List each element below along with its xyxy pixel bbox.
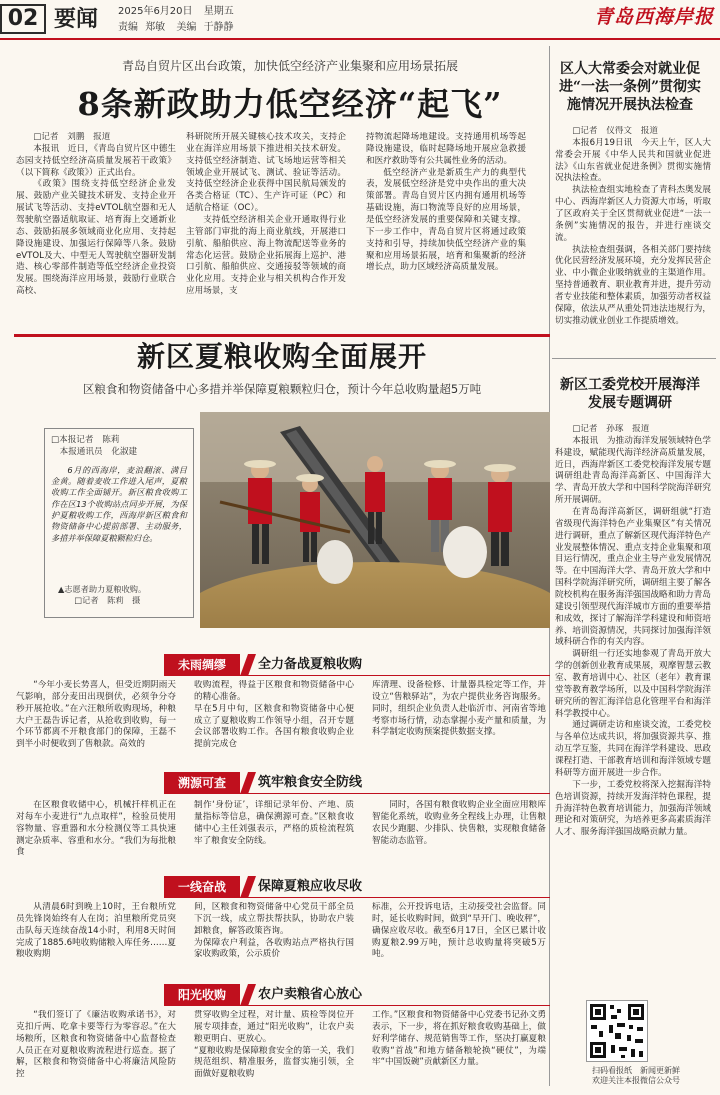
right-story1-byline: □记者 仪得文 报道 xyxy=(572,126,658,136)
section-3-col-3: 标准，公开投诉电话，主动接受社会监督。同时，延长收购时间，做到“早开门、晚收秤”，确保应收尽收。截至6月17日，全区已累计收购夏粮2.99万吨，预计总收购量将突破5万吨。 xyxy=(372,902,546,960)
lead-paragraph: 支持低空经济相关企业开通取得行业主管部门审批的海上商业航线，开展港口引航、船舶供应、海上物流配送等业务的常态化运营。鼓励企业拓展海上巡护、港口引航、船舶供应、交通接驳等领域的商业化应用。支持企业与相关机构合作开发应用场景，支 xyxy=(186,215,346,297)
section-2-slash xyxy=(240,772,256,794)
section-3-header xyxy=(164,876,550,898)
section-3-label: 一线奋战 xyxy=(164,876,240,898)
page-header xyxy=(0,0,720,40)
section-4-slash xyxy=(240,984,256,1006)
right-story2-paragraph: 下一步，工委党校将深入挖掘海洋特色培训资源，持续开发海洋特色课程，提升海洋特色教育培训能力，加强海洋领域理论和对策研究，为培养更多高素质海洋人才、服务海洋强国战略贡献力量。 xyxy=(555,779,711,838)
main-story-header xyxy=(14,334,550,378)
designer-name: 于静静 xyxy=(203,22,234,33)
section-4-col-2: 贯穿收购全过程，对计量、质检等岗位开展专项排查，通过“阳光收购”，让农户卖粮更明白、更放心。 “夏粮收购是保障粮食安全的第一关，我们规范组织、精准服务，监督实施引领，全面做好夏粮收购 xyxy=(194,1010,354,1080)
section-2-col-1: 在区粮食收储中心，机械扦样机正在对每车小麦进行“九点取样”，检验员使用容物量、容重器和水分检测仪等工具快速测定杂质率、容重和水分。“我们为每批粮食 xyxy=(16,800,176,858)
right-story2-body xyxy=(555,424,711,990)
photo-credit: □记者 陈莉 摄 xyxy=(74,595,141,606)
section-2-title: 筑牢粮食安全防线 xyxy=(258,775,363,790)
section-1-col-1: “今年小麦长势喜人，但受近期阴雨天气影响，部分麦田出现倒伏，必须争分夺秒开展抢收。”在六汪粮所收购现场，种粮大户王磊告诉记者，从抢收到收购，每一个环节都离不开粮食部门的保障，王磊不到半小时便收到了售粮款。高效的 xyxy=(16,680,176,750)
qr-code-icon[interactable] xyxy=(586,1000,648,1062)
lead-paragraph: 《政策》围绕支持低空经济企业发展、鼓励产业关键技术研发、支持企业开展试飞等活动、支持eVTOL航空器和无人驾驶航空器适航取证、培育海上交通新业态、鼓励拓展多领域商业化应用、支持起降设施建设、加强运行保障等八条。鼓励eVTOL及大、中型无人驾驶航空器研发制造、核心零部件制造等低空经济企业投资发展。围绕海洋应用场景，鼓励行业联合高校、 xyxy=(16,179,176,297)
section-4-rule xyxy=(164,1005,550,1006)
right-story2-paragraph: 本报讯 为推动海洋发展领域特色学科建设，赋能现代海洋经济高质量发展，近日，西海岸新区工委党校海洋发展专题调研组赴青岛海洋高新区、中国海洋大学、青岛开放大学和中国科学院海洋研究所开展调研。 xyxy=(555,435,711,506)
lead-subtitle: 青岛自贸片区出台政策，加快低空经济产业集聚和应用场景拓展 xyxy=(121,59,458,73)
right-story1-paragraph: 本报6月19日讯 今天上午，区人大常委会开展《中华人民共和国就业促进法》《山东省就业促进条例》贯彻实施情况执法检查。 xyxy=(555,137,711,184)
editor-name: 郑敏 xyxy=(145,22,166,33)
section-2-col-3: 同时，各国有粮食收购企业全面应用粮库智能化系统，收购业务全程线上办理，让售粮农民少跑腿、少排队、快售粮，实现粮食储备智能动态监管。 xyxy=(372,800,546,846)
lead-paragraph: 持物流起降场地建设。支持通用机场等起降设施建设，临时起降场地开展应急救援和医疗救助等有公共属性业务的活动。 xyxy=(366,132,526,166)
lead-paragraph: 科研院所开展关键核心技术攻关，支持企业在海洋应用场景下推进相关技术研发。支持低空经济制造、试飞场地运营等相关领域企业开展试飞、测试、验证等活动。支持低空经济企业获得中国民航局颁发的各类合格证（TC）、生产许可证（PC）和适航合格证（OC）。 xyxy=(186,132,346,214)
right-story2-paragraph: 调研组一行还实地参观了青岛开放大学的创新创业教育成果展，观摩智慧云教室、教育培训中心、社区（老年）教育课堂等教育教学场所，以及中国科学院海洋研究所的智汇海洋信息化管理平台和海洋科学教授中心。 xyxy=(555,649,711,719)
section-2-label: 溯源可查 xyxy=(164,772,240,794)
section-4-col-3: 工作。”区粮食和物资储备中心党委书记孙文勇表示，下一步，将在抓好粮食收购基础上，做好利学储存、规范销售等工作，坚决打赢夏粮收购“首战”和地方储备粮轮换“硬仗”，为端牢“中国饭碗”贡献新区力量。 xyxy=(372,1010,546,1068)
section-1-col-3: 库清理、设备检修、计量器具检定等工作，并设立“售粮驿站”，为农户提供业务咨询服务。同时，组织企业负责人赴临沂市、河南省等地考察市场行情，动态掌握小麦产量和质量，为科学制定收购预案提供数据支撑。 xyxy=(372,680,546,738)
right-story2-title: 新区工委党校开展海洋发展专题调研 xyxy=(560,377,700,412)
date: 2025年6月20日 xyxy=(118,6,193,17)
weekday: 星期五 xyxy=(203,6,234,17)
right-story1-paragraph: 执法检查组强调，各相关部门要持续优化民营经济发展环境，充分发挥民营企业、中小微企业吸纳就业的主渠道作用。坚持普通教育、职业教育并进，提升劳动者专业技能和整体素质，加强劳动者权益保障，依法从严从重处罚违法违规行为，切实推动就业创业工作提质增效。 xyxy=(555,244,711,326)
lead-column-2 xyxy=(186,132,346,322)
page-number: 02 xyxy=(0,4,46,34)
designer-label: 美编 xyxy=(176,22,197,33)
section-name: 要闻 xyxy=(54,6,99,32)
section-1-title: 全力备战夏粮收购 xyxy=(258,657,363,672)
lead-title: 8条新政助力低空经济“起飞” xyxy=(77,85,503,123)
section-3-slash xyxy=(240,876,256,898)
section-4-title: 农户卖粮省心放心 xyxy=(258,987,363,1002)
section-1-slash xyxy=(240,654,256,676)
lead-paragraph: 本报讯 近日，《青岛自贸片区中德生态园支持低空经济高质量发展若干政策》（以下简称《政策》）正式出台。 xyxy=(16,143,176,178)
qr-caption: 扫码看报纸 新闻更新鲜 欢迎关注本报微信公众号 xyxy=(592,1066,680,1086)
section-1-label: 未雨绸缪 xyxy=(164,654,240,676)
section-3-rule xyxy=(164,897,550,898)
right-story1-title: 区人大常委会对就业促进“一法一条例”贯彻实施情况开展执法检查 xyxy=(558,61,702,114)
right-story1-body xyxy=(555,126,711,354)
section-2-header xyxy=(164,772,550,794)
section-4-label: 阳光收购 xyxy=(164,984,240,1006)
section-2-col-2: 制作‘身份证’，详细记录年份、产地、质量指标等信息，确保溯源可查。”区粮食收储中心主任刘强表示，严格的质检流程筑牢了粮食安全防线。 xyxy=(194,800,354,846)
masthead-logo: 青岛西海岸报 xyxy=(593,6,714,28)
section-3-col-2: 间，区粮食和物资储备中心党员干部全员下沉一线，成立帮扶帮扶队，协助农户装卸粮食，解答政策咨询。 为保障农户利益，各收购站点严格执行国家收购政策，公示质价 xyxy=(194,902,354,960)
section-2-rule xyxy=(164,793,550,794)
box-reporter: □本报记者 陈莉 xyxy=(51,435,120,445)
editor-credits xyxy=(118,21,234,35)
right-story2-paragraph: 通过调研走访和座谈交流，工委党校与各单位达成共识，将加强资源共享、推动互学互鉴，共同在海洋学科建设、思政课程打造、干部教育培训和海洋领域专题科研等方面开展进一步合作。 xyxy=(555,720,711,778)
editor-label: 责编 xyxy=(118,22,138,33)
right-story1-paragraph: 执法检查组实地检查了青科杰奥发展中心、西海岸新区人力资源大市场，听取了区政府关于全区贯彻就业促进“一法一条例”实施情况的报告，并进行座谈交流。 xyxy=(555,185,711,243)
right-divider xyxy=(552,358,716,359)
box-correspondent: 本报通讯员 化淑建 xyxy=(59,446,138,457)
main-story-title: 新区夏粮收购全面展开 xyxy=(136,340,427,373)
dateline xyxy=(118,5,234,19)
right-story2-byline: □记者 孙琢 报道 xyxy=(572,424,650,434)
lead-paragraph: 低空经济产业是新质生产力的典型代表，发展低空经济是党中央作出的重大决策部署。青岛自贸片区内拥有通用机场等基础设施，海口物流等良好的应用场景，是低空经济发展的重要保障和关键支撑。下一步工作中，青岛自贸片区将通过政策支持和引导，持续加快低空经济产业的集聚和应用场景拓展，培育和集聚新的经济增长点，助力区域经济高质量发展。 xyxy=(366,167,526,273)
news-photo xyxy=(200,412,550,628)
lead-column-1 xyxy=(16,132,176,322)
section-4-header xyxy=(164,984,550,1006)
lead-byline: □记者 刘鹏 报道 xyxy=(33,132,111,142)
right-story2-paragraph: 在青岛海洋高新区，调研组就“打造省级现代海洋特色产业集聚区”有关情况进行调研，重点了解新区现代海洋特色产业发展整体情况、重点支持企业集聚和项目运行情况，重点企业主导产业发展情况等。在中国海洋大学、青岛开放大学和中国科学院海洋研究所，调研组主要了解各院校机构在服务海洋强国战略和助力青岛建设引领型现代海洋城市方面的重要举措和成效，探讨了解海洋学科建设和师资培养、培训资源情况，共同探讨加强海洋领域科研合作的有关内容。 xyxy=(555,507,711,648)
section-1-col-2: 收购流程，得益于区粮食和物资储备中心的精心准备。 早在5月中旬，区粮食和物资储备中心便成立了夏粮收购工作领导小组，召开专题会议部署收购工作。各国有粮食收购企业提前完成仓 xyxy=(194,680,354,750)
section-4-col-1: “我们签订了《廉洁收购承诺书》，对克扣斤两、吃拿卡要等行为零容忍。”在大场粮所，区粮食和物资储备中心监督检查人员正在对夏粮收购流程进行巡查。据了解，区粮食和物资储备中心将廉洁风险防控 xyxy=(16,1010,176,1080)
box-intro: 6月的西海岸，麦浪翻滚、满目金黄。随着麦收工作进入尾声，夏粮收购工作全面铺开。新区粮食收购工作在区13个收购站点同步开展，为保护夏粮收购工作，西海岸新区粮食和物资储备中心提前部署、主动服务，多措并举保障夏粮颗粒归仓。 xyxy=(51,464,187,543)
section-3-col-1: 从清晨6时到晚上10时，王台粮所党员先锋岗始终有人在岗；泊里粮所党员突击队每天连续奋战14小时，利用8天时间完成了1885.6吨收购储粮入库任务……夏粮收购期 xyxy=(16,902,176,960)
section-1-rule xyxy=(164,675,550,676)
lead-column-3 xyxy=(366,132,526,322)
main-story-subtitle: 区粮食和物资储备中心多措并举保障夏粮颗粒归仓，预计今年总收购量超5万吨 xyxy=(82,382,482,396)
section-3-title: 保障夏粮应收尽收 xyxy=(258,879,363,894)
photo-caption: ▲志愿者助力夏粮收购。 □记者 陈莉 摄 xyxy=(58,584,198,607)
section-1-header xyxy=(164,654,550,676)
